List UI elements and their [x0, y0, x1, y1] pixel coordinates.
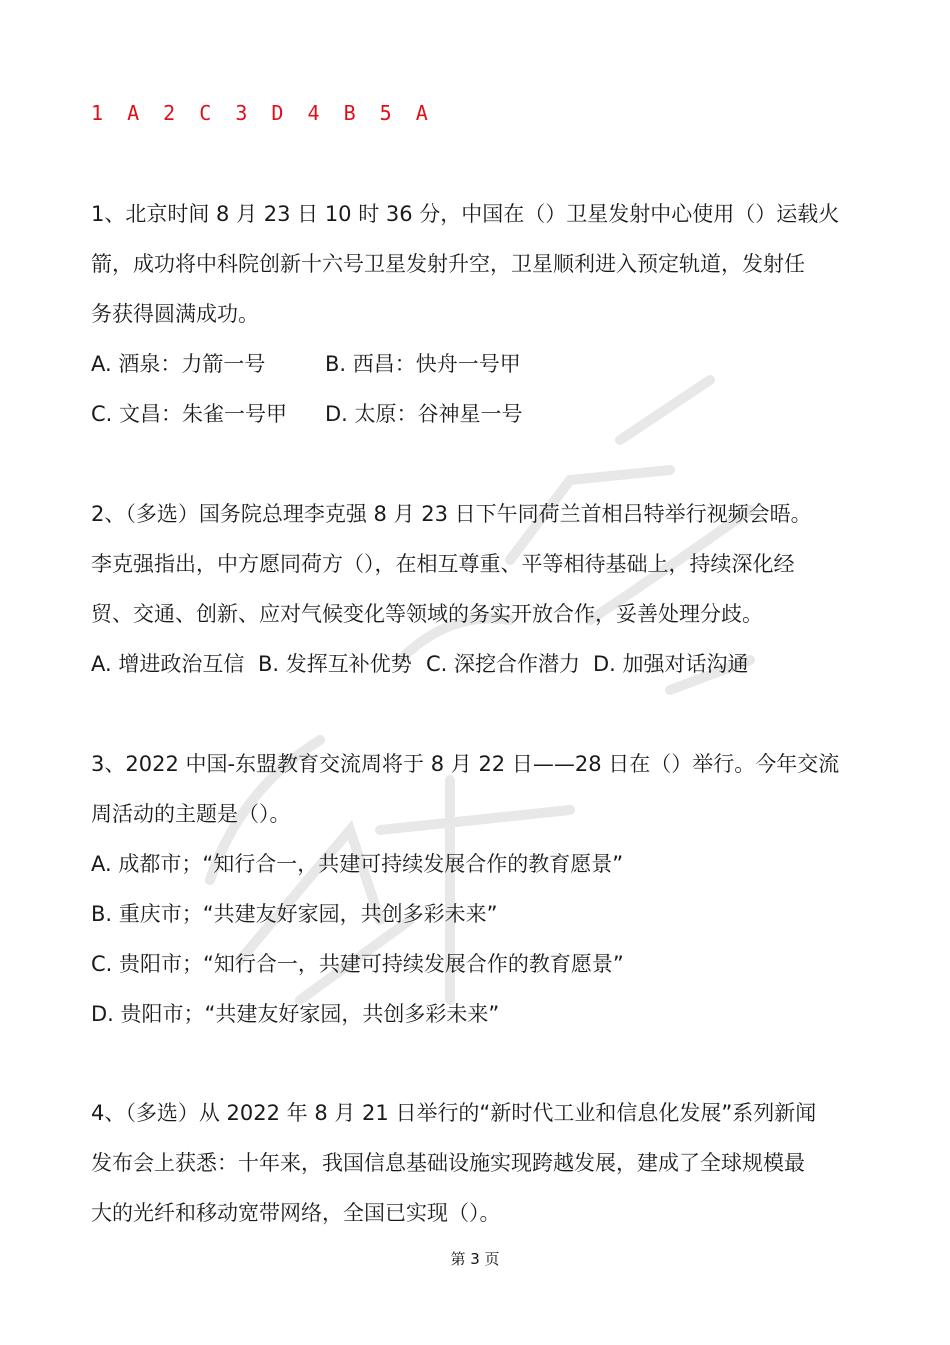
question-3-line-2: 周活动的主题是（）。 — [91, 802, 291, 826]
question-2-option-b: B. 发挥互补优势 — [258, 652, 412, 676]
question-1-line-3: 务获得圆满成功。 — [91, 302, 259, 326]
question-3-option-b: B. 重庆市；“共建友好家园，共创多彩未来” — [91, 902, 498, 926]
question-1-option-c: C. 文昌：朱雀一号甲 — [91, 402, 288, 426]
answer-key: 1 A 2 C 3 D 4 B 5 A — [91, 101, 434, 125]
page-number: 第 3 页 — [450, 1250, 500, 1268]
question-2-option-c: C. 深挖合作潜力 — [426, 652, 581, 676]
question-3-line-1: 3、2022 中国-东盟教育交流周将于 8 月 22 日——28 日在（）举行。今年交流 — [91, 752, 840, 776]
question-1-option-b: B. 西昌：快舟一号甲 — [325, 352, 521, 376]
question-1-option-a: A. 酒泉：力箭一号 — [91, 352, 266, 376]
question-4-line-2: 发布会上获悉：十年来，我国信息基础设施实现跨越发展，建成了全球规模最 — [91, 1151, 805, 1175]
question-2-line-2: 李克强指出，中方愿同荷方（），在相互尊重、平等相待基础上，持续深化经 — [91, 552, 795, 576]
question-2-option-a: A. 增进政治互信 — [91, 652, 245, 676]
question-1-option-d: D. 太原：谷神星一号 — [325, 402, 523, 426]
question-2-option-d: D. 加强对话沟通 — [593, 652, 749, 676]
question-4-line-3: 大的光纤和移动宽带网络，全国已实现（）。 — [91, 1201, 501, 1225]
question-1-line-2: 箭，成功将中科院创新十六号卫星发射升空，卫星顺利进入预定轨道，发射任 — [91, 252, 805, 276]
question-2-line-3: 贸、交通、创新、应对气候变化等领域的务实开放合作，妥善处理分歧。 — [91, 602, 763, 626]
question-3-option-c: C. 贵阳市；“知行合一，共建可持续发展合作的教育愿景” — [91, 952, 624, 976]
question-3-option-a: A. 成都市；“知行合一，共建可持续发展合作的教育愿景” — [91, 852, 624, 876]
question-4-line-1: 4、（多选）从 2022 年 8 月 21 日举行的“新时代工业和信息化发展”系列新闻 — [91, 1101, 817, 1125]
question-1-line-1: 1、北京时间 8 月 23 日 10 时 36 分，中国在（）卫星发射中心使用（）运载火 — [91, 202, 840, 226]
question-2-line-1: 2、（多选）国务院总理李克强 8 月 23 日下午同荷兰首相吕特举行视频会晤。 — [91, 502, 812, 526]
question-3-option-d: D. 贵阳市；“共建友好家园，共创多彩未来” — [91, 1002, 500, 1026]
